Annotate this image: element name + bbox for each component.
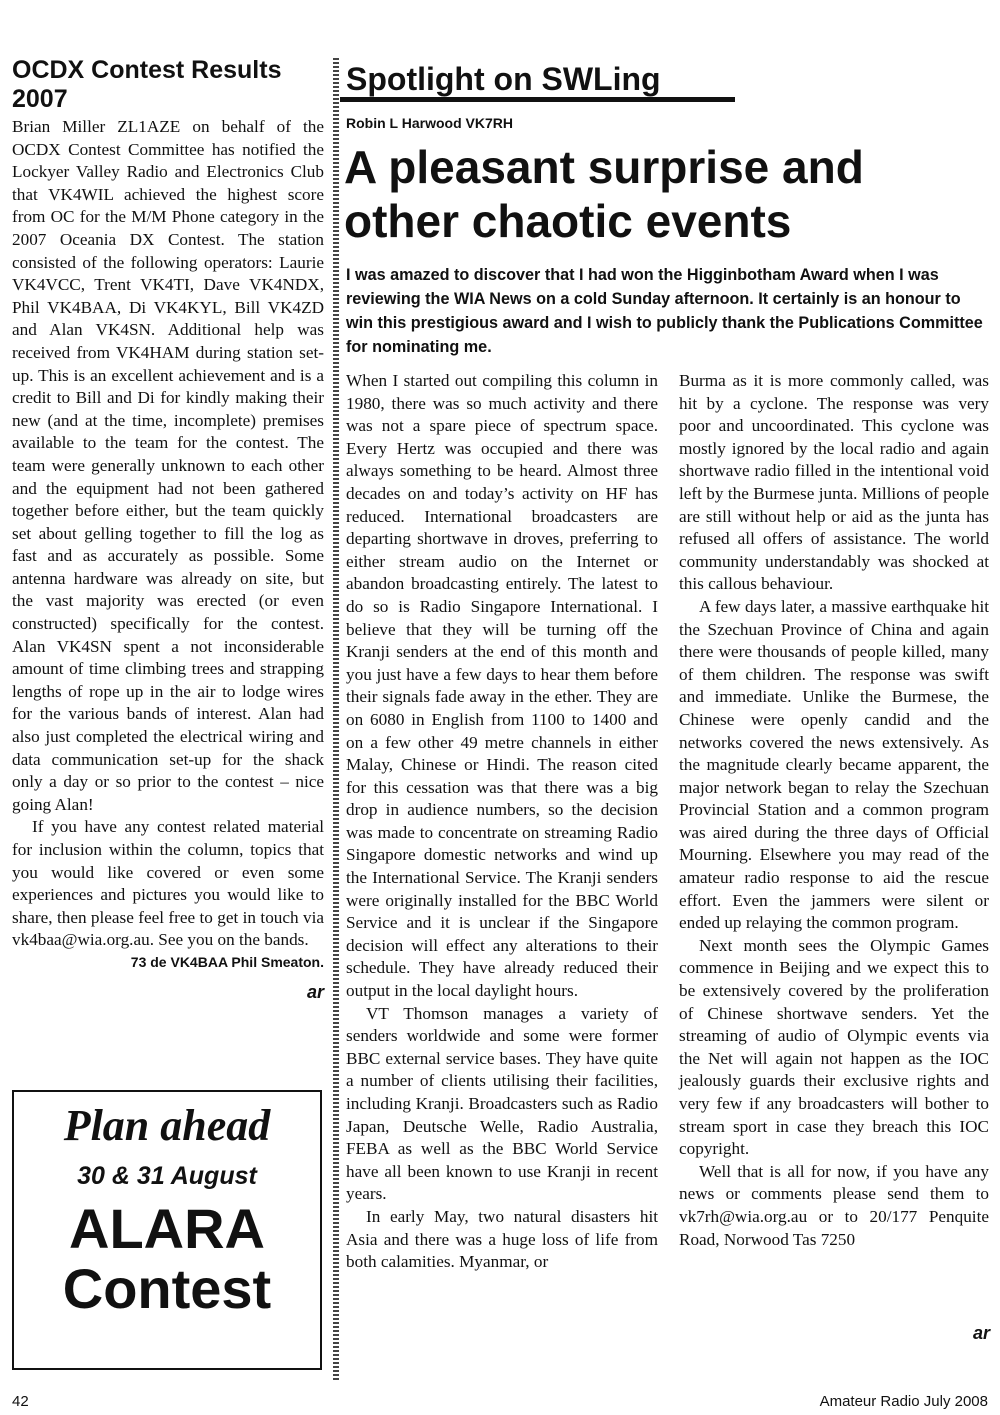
left-column bbox=[12, 56, 324, 970]
article-standfirst: I was amazed to discover that I had won the Higginbotham Award when I was reviewing the WIA News on a cold Sunday afternoon. It certainly is an honour to win this prestigious award and I wish to publicly thank the Publications Committee for nominating me. bbox=[346, 266, 983, 356]
contest-results-paragraph-1: Brian Miller ZL1AZE on behalf of the OCDX Contest Committee has notified the Lockyer Valley Radio and Electronics Club that VK4WIL achieved the highest score from OC for the M/M Phone category in the 2007 Oceania DX Contest. The station consisted of the following operators: Laurie VK4VCC, Trent VK4TI, Dave VK4NDX, Phil VK4BAA, Di VK4KYL, Bill VK4ZD and Alan VK4SN. Additional help was received from VK4HAM during station set-up. This is an excellent achievement and is a credit to Bill and Di for kindly making their new (and at the time, incomplete) premises available to the team for the contest. The team were generally unknown to each other and the equipment had not been gathered together before either, but the team quickly set about gelling together to fill the log as fast and as accurately as possible. Some antenna hardware was already on site, but the vast majority was erected (or even constructed) specifically for the contest. Alan VK4SN spent a not inconsiderable amount of time climbing trees and strapping lengths of rope up in the air to lodge wires for the various bands of interest. Alan had also just completed the electrical wiring and data communication set-up for the shack only a day or so prior to the contest – nice going Alan! bbox=[12, 117, 324, 814]
article-paragraph: Burma as it is more commonly called, was hit by a cyclone. The response was very poor and uncoordinated. This cyclone was mostly ignored by the local radio and again shortwave radio filled in the intentional void left by the Burmese junta. Millions of people are still without help or aid as the junta has refused all offers of assistance. The world community understandably was shocked at this callous behaviour. bbox=[679, 371, 989, 594]
article-paragraph: Next month sees the Olympic Games commence in Beijing and we expect this to be extensively covered by the proliferation of Chinese shortwave senders. Yet the streaming of audio of Olympic events via the Net will again not happen as the IOC jealously guards their exclusive rights and very few if any broadcasters will bother to stream sport in case they breach this IOC copyright. bbox=[679, 935, 989, 1159]
alara-contest-ad bbox=[12, 1090, 322, 1370]
ad-alara: ALARA bbox=[69, 1197, 265, 1260]
magazine-issue: Amateur Radio July 2008 bbox=[819, 1393, 988, 1410]
ad-plan-ahead: Plan ahead bbox=[63, 1101, 271, 1150]
left-end-mark: ar bbox=[306, 982, 324, 1002]
contest-results-signoff: 73 de VK4BAA Phil Smeaton. bbox=[130, 953, 324, 970]
ad-contest: Contest bbox=[62, 1257, 272, 1320]
article-paragraph: When I started out compiling this column in 1980, there was so much activity and there was not a spare piece of spectrum space. Every Hertz was occupied and there was always something to be heard. Almost three decades on and today’s activity on HF has reduced. International broadcasters are departing shortwave in droves, preferring to either stream audio on the Internet or abandon broadcasting entirely. The latest to do so is Radio Singapore International. I believe that they will be turning off the Kranji senders at the end of this month and you just have a few days to hear them before their signals fade away in the ether. They are on 6080 in English from 1100 to 1400 and on a few other 49 metre channels in either Malay, Chinese or Hindi. The reason cited for this cessation was that there was a big drop in audience numbers, so the decision was made to concentrate on streaming Radio Singapore domestic networks and wind up the International Service. The Kranji senders were originally installed for the BBC World Service and it is unclear if the Singapore decision will effect any alterations to their schedule. They have already reduced their output in the local daylight hours. bbox=[346, 371, 658, 1001]
article-paragraph: A few days later, a massive earthquake hit the Szechuan Province of China and again there were thousands of people killed, many of them children. The response was swift and immediate. Unlike the Burmese, the Chinese were openly candid and the networks covered the news extensively. As the magnitude clearly became apparent, the major network began to relay the Szechuan Provincial Station and a common program was aired during the three days of Official Mourning. Elsewhere you may read of the amateur radio response to aid the rescue effort. Even the jammers were silent or ended up relaying the common program. bbox=[679, 596, 989, 933]
article-paragraph: VT Thomson manages a variety of senders worldwide and some were former BBC external service bases. They have quite a number of clients utilising their facilities, including Kranji. Broadcasters such as Radio Japan, Deutsche Welle, Radio Australia, FEBA as well as the BBC World Service have all been known to use Kranji in recent years. bbox=[346, 1003, 658, 1204]
contest-results-title: OCDX Contest Results 2007 bbox=[12, 56, 282, 113]
article-paragraph: Well that is all for now, if you have any news or comments please send them to vk7rh@wia.org.au or to 20/177 Penquite Road, Norwood Tas 7250 bbox=[679, 1161, 989, 1249]
section-heading: Spotlight on SWLing bbox=[340, 60, 735, 102]
page-number: 42 bbox=[12, 1393, 29, 1410]
article-paragraph: In early May, two natural disasters hit Asia and there was a huge loss of life from both calamities. Myanmar, or bbox=[346, 1206, 658, 1272]
ad-date: 30 & 31 August bbox=[77, 1162, 257, 1190]
article-headline: A pleasant surprise and other chaotic events bbox=[344, 141, 864, 247]
contest-results-paragraph-2: If you have any contest related material for inclusion within the column, topics that you would like covered or even some experiences and pictures you would like to share, then please feel free to get in touch via vk4baa@wia.org.au. See you on the bands. bbox=[12, 817, 324, 950]
column-divider bbox=[333, 58, 339, 1380]
article-column-1 bbox=[346, 370, 658, 1274]
article-end-mark: ar bbox=[972, 1323, 990, 1343]
article-column-2 bbox=[679, 370, 989, 1251]
article-author: Robin L Harwood VK7RH bbox=[346, 115, 513, 131]
